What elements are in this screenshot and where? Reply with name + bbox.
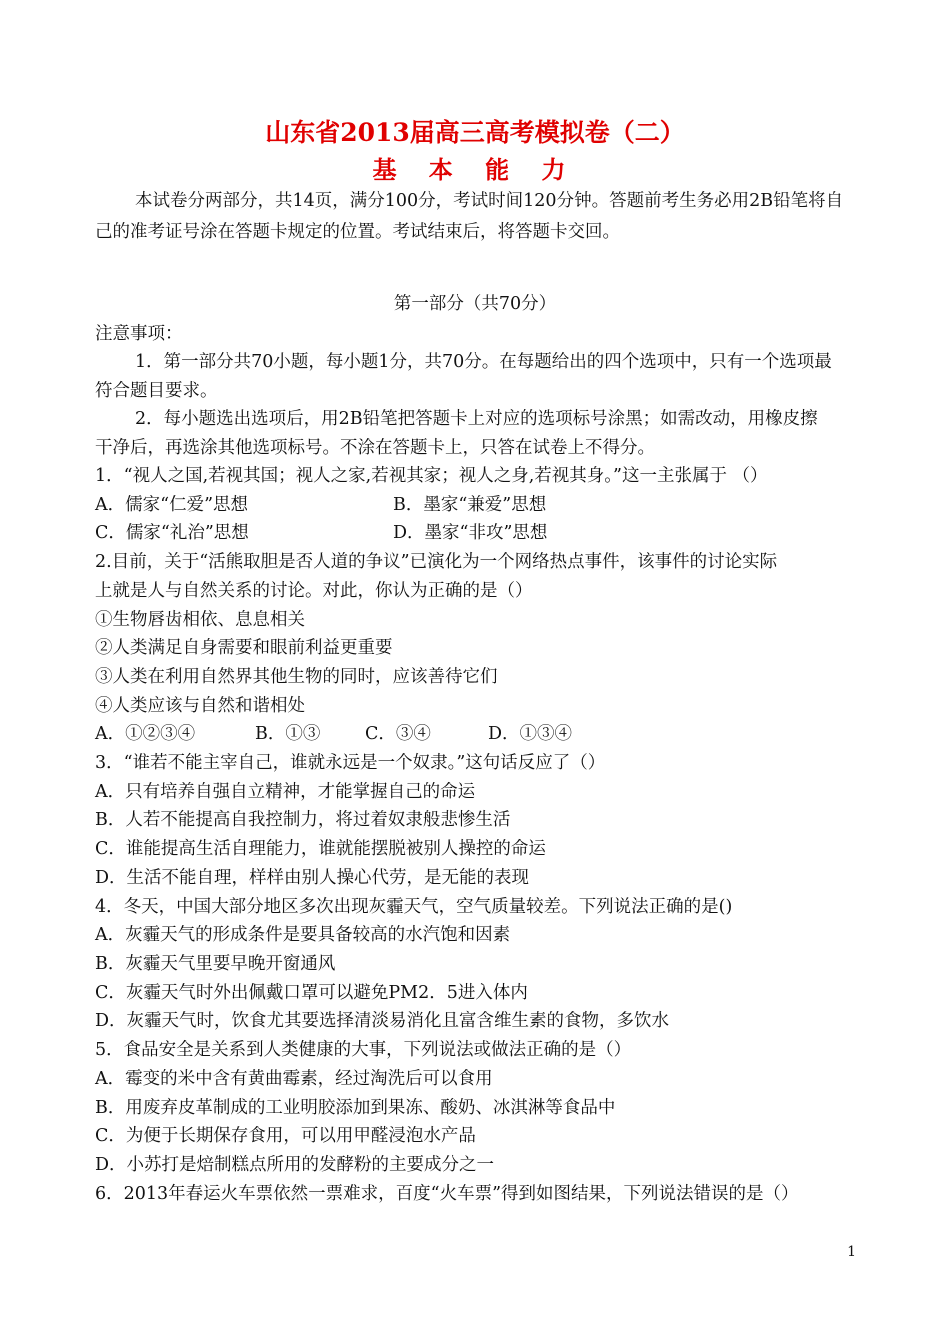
- q5-option-a: A．霉变的米中含有黄曲霉素，经过淘洗后可以食用: [95, 1069, 493, 1089]
- document-title: 山东省2013届高三高考模拟卷（二）: [265, 118, 685, 147]
- q2-statement-2: ②人类满足自身需要和眼前利益更重要: [95, 638, 393, 658]
- q2-statement-1: ①生物唇齿相依、息息相关: [95, 610, 305, 630]
- note-line-4: 干净后，再选涂其他选项标号。不涂在答题卡上，只答在试卷上不得分。: [95, 438, 655, 458]
- q3-option-c: C．谁能提高生活自理能力，谁就能摆脱被别人操控的命运: [95, 839, 546, 859]
- q5-stem: 5．食品安全是关系到人类健康的大事，下列说法或做法正确的是（）: [95, 1040, 632, 1060]
- q4-option-b: B．灰霾天气里要早晚开窗通风: [95, 954, 336, 974]
- note-line-2: 符合题目要求。: [95, 381, 218, 401]
- q5-option-c: C．为便于长期保存食用，可以用甲醛浸泡水产品: [95, 1126, 476, 1146]
- document-subtitle: 基 本 能 力: [372, 155, 578, 184]
- q1-option-c: C．儒家“礼治”思想: [95, 523, 249, 543]
- q1-stem: 1．“视人之国,若视其国；视人之家,若视其家；视人之身,若视其身。”这一主张属于 （）: [95, 466, 768, 486]
- q2-stem-2: 上就是人与自然关系的讨论。对此，你认为正确的是（）: [95, 581, 533, 601]
- page-number: 1: [847, 1244, 856, 1260]
- q3-stem: 3．“谁若不能主宰自己，谁就永远是一个奴隶。”这句话反应了（）: [95, 753, 606, 773]
- q3-option-d: D．生活不能自理，样样由别人操心代劳，是无能的表现: [95, 868, 530, 888]
- q4-option-c: C．灰霾天气时外出佩戴口罩可以避免PM2．5进入体内: [95, 983, 528, 1003]
- q1-option-a: A．儒家“仁爱”思想: [95, 495, 249, 515]
- section-title: 第一部分（共70分）: [393, 294, 557, 314]
- q5-option-b: B．用废弃皮革制成的工业明胶添加到果冻、酸奶、冰淇淋等食品中: [95, 1098, 616, 1118]
- q6-stem: 6．2013年春运火车票依然一票难求，百度“火车票”得到如图结果，下列说法错误的是（）: [95, 1184, 799, 1204]
- q2-option-d: D．①③④: [488, 724, 573, 744]
- note-line-1: 1．第一部分共70小题，每小题1分，共70分。在每题给出的四个选项中，只有一个选项最: [135, 352, 832, 372]
- q5-option-d: D．小苏打是焙制糕点所用的发酵粉的主要成分之一: [95, 1155, 495, 1175]
- q4-stem: 4．冬天，中国大部分地区多次出现灰霾天气，空气质量较差。下列说法正确的是(): [95, 897, 733, 917]
- notes-heading: 注意事项：: [95, 324, 183, 344]
- q2-statement-4: ④人类应该与自然和谐相处: [95, 696, 305, 716]
- intro-line-1: 本试卷分两部分，共14页，满分100分，考试时间120分钟。答题前考生务必用2B铅笔将自: [135, 191, 844, 211]
- note-line-3: 2．每小题选出选项后，用2B铅笔把答题卡上对应的选项标号涂黑；如需改动，用橡皮擦: [135, 409, 818, 429]
- q4-option-d: D．灰霾天气时，饮食尤其要选择清淡易消化且富含维生素的食物，多饮水: [95, 1011, 670, 1031]
- q2-option-c: C．③④: [365, 724, 431, 744]
- q2-statement-3: ③人类在利用自然界其他生物的同时，应该善待它们: [95, 667, 498, 687]
- q3-option-b: B．人若不能提高自我控制力，将过着奴隶般悲惨生活: [95, 810, 511, 830]
- q4-option-a: A．灰霾天气的形成条件是要具备较高的水汽饱和因素: [95, 925, 511, 945]
- q2-option-b: B．①③: [255, 724, 321, 744]
- intro-line-2: 己的准考证号涂在答题卡规定的位置。考试结束后，将答题卡交回。: [95, 222, 620, 242]
- q3-option-a: A．只有培养自强自立精神，才能掌握自己的命运: [95, 782, 476, 802]
- q2-stem-1: 2.目前，关于“活熊取胆是否人道的争议”已演化为一个网络热点事件，该事件的讨论实际: [95, 552, 778, 572]
- q1-option-d: D．墨家“非攻”思想: [393, 523, 548, 543]
- q1-option-b: B．墨家“兼爱”思想: [393, 495, 547, 515]
- q2-option-a: A．①②③④: [95, 724, 196, 744]
